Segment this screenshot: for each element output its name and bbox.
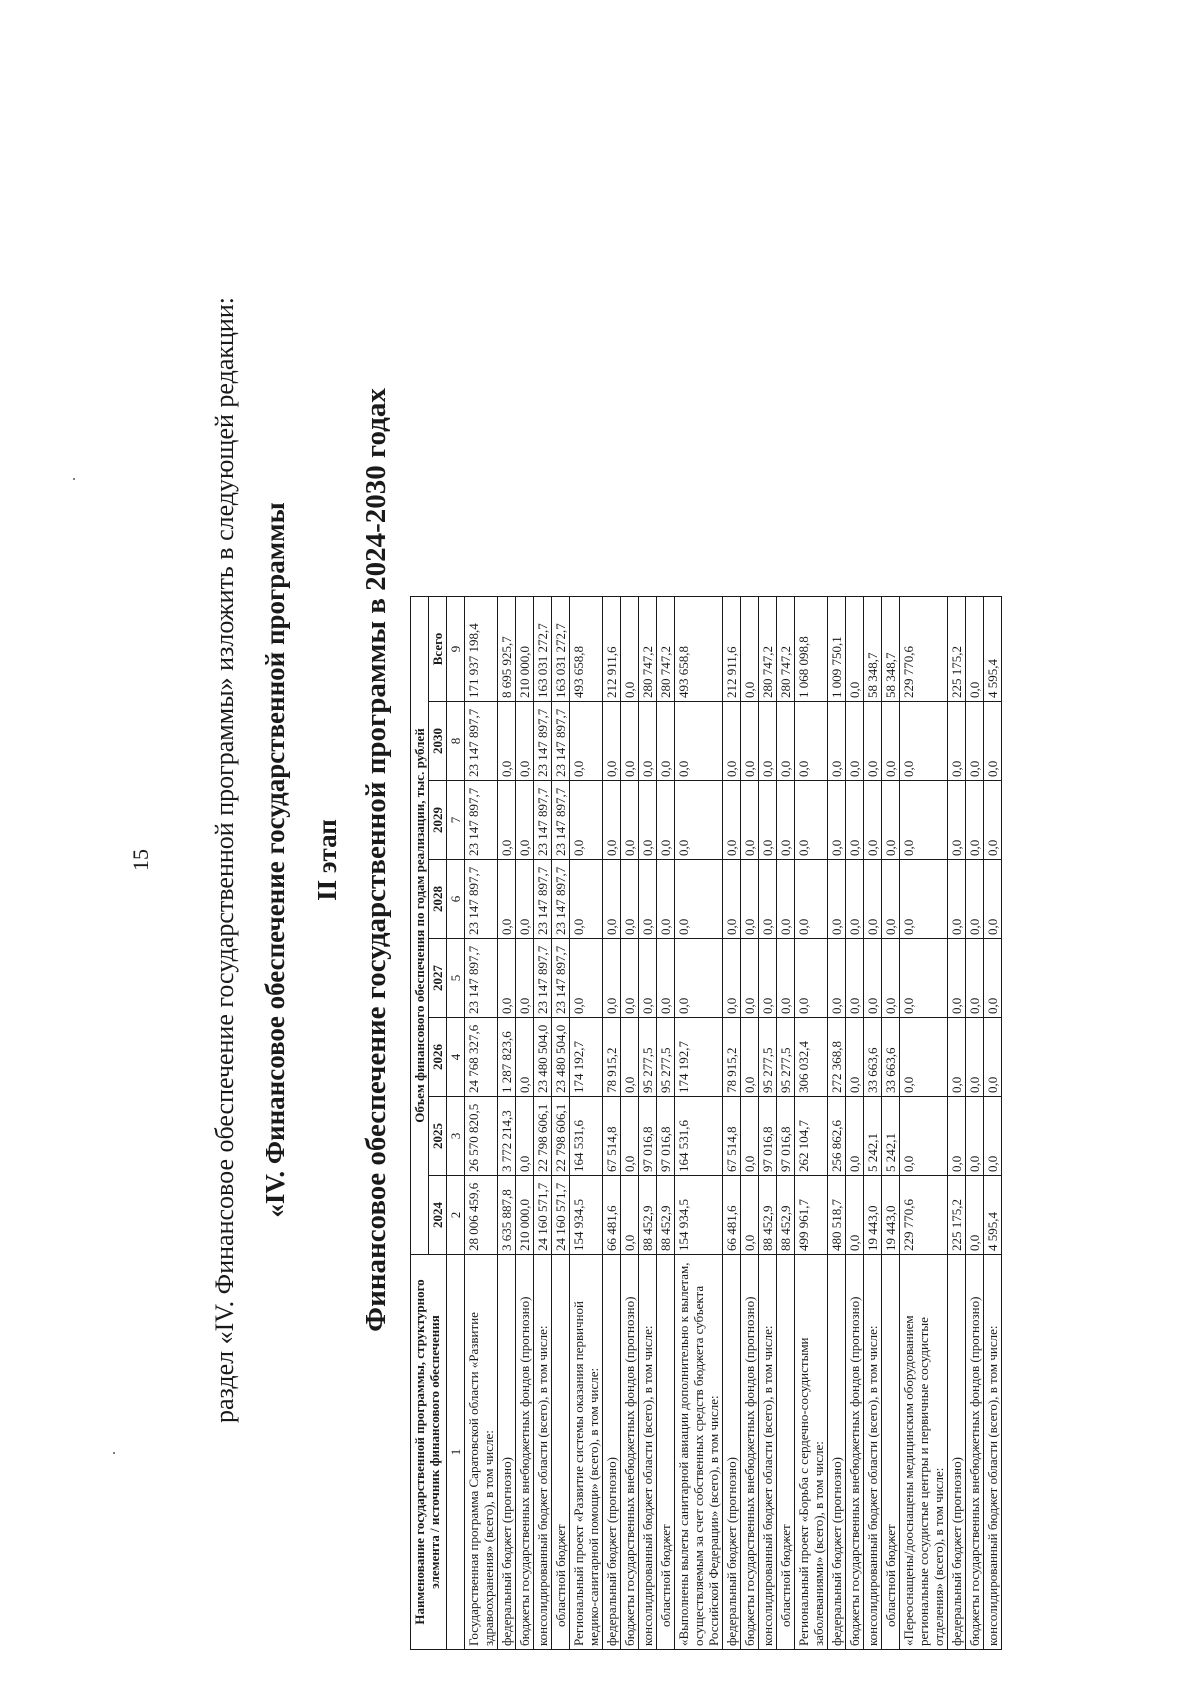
value-cell: 19 443,0 [882, 1176, 900, 1255]
value-cell: 88 452,9 [759, 1176, 777, 1255]
intro-text: раздел «IV. Финансовое обеспечение государственной программы» изложить в следующей редакции: [210, 297, 239, 1423]
value-cell: 24 160 571,7 [552, 1176, 570, 1255]
value-cell: 272 368,8 [828, 1018, 846, 1097]
table-row [723, 597, 741, 1650]
value-cell: 0,0 [621, 939, 639, 1018]
value-cell: 164 531,6 [570, 1097, 603, 1176]
value-cell: 19 443,0 [864, 1176, 882, 1255]
value-cell: 0,0 [900, 702, 948, 781]
value-cell: 0,0 [723, 860, 741, 939]
value-cell: 0,0 [657, 860, 675, 939]
value-cell: 0,0 [516, 860, 534, 939]
value-cell: 0,0 [498, 939, 516, 1018]
value-cell: 23 147 897,7 [534, 702, 552, 781]
value-cell: 67 514,8 [603, 1097, 621, 1176]
table-row [534, 597, 552, 1650]
table-row [603, 597, 621, 1650]
value-cell: 24 768 327,6 [465, 1018, 498, 1097]
value-cell: 0,0 [657, 781, 675, 860]
value-cell: 210 000,0 [516, 597, 534, 702]
value-cell: 0,0 [570, 860, 603, 939]
value-cell: 0,0 [516, 939, 534, 1018]
year-header: Всего [429, 597, 447, 702]
table-row [657, 597, 675, 1650]
table-row [864, 597, 882, 1650]
value-cell: 0,0 [759, 860, 777, 939]
value-cell: 0,0 [675, 860, 723, 939]
value-cell: 0,0 [828, 939, 846, 1018]
value-cell: 23 147 897,7 [465, 781, 498, 860]
table-title: Финансовое обеспечение государственной программы в 2024-2030 годах [360, 388, 392, 1332]
value-cell: 0,0 [795, 781, 828, 860]
value-cell: 0,0 [846, 702, 864, 781]
value-cell: 0,0 [966, 1097, 984, 1176]
value-cell: 0,0 [723, 939, 741, 1018]
stage-title: II этап [312, 819, 342, 901]
value-cell: 28 006 459,6 [465, 1176, 498, 1255]
value-cell: 0,0 [777, 860, 795, 939]
value-cell: 280 747,2 [639, 597, 657, 702]
year-header: 2025 [429, 1097, 447, 1176]
table-row [741, 597, 759, 1650]
value-cell: 88 452,9 [777, 1176, 795, 1255]
value-cell: 0,0 [657, 939, 675, 1018]
value-cell: 97 016,8 [639, 1097, 657, 1176]
value-cell: 23 147 897,7 [534, 939, 552, 1018]
table-row [552, 597, 570, 1650]
value-cell: 0,0 [516, 1097, 534, 1176]
value-cell: 0,0 [984, 781, 1002, 860]
value-cell: 0,0 [603, 860, 621, 939]
value-cell: 0,0 [864, 939, 882, 1018]
value-cell: 163 031 272,7 [534, 597, 552, 702]
value-cell: 174 192,7 [570, 1018, 603, 1097]
value-cell: 0,0 [639, 781, 657, 860]
value-cell: 0,0 [777, 702, 795, 781]
table-row [828, 597, 846, 1650]
value-cell: 0,0 [621, 781, 639, 860]
value-cell: 210 000,0 [516, 1176, 534, 1255]
value-cell: 24 160 571,7 [534, 1176, 552, 1255]
value-cell: 0,0 [741, 702, 759, 781]
row-label: областной бюджет [552, 1255, 570, 1650]
value-cell: 66 481,6 [723, 1176, 741, 1255]
value-cell: 0,0 [984, 939, 1002, 1018]
value-cell: 0,0 [741, 1176, 759, 1255]
value-cell: 23 147 897,7 [465, 939, 498, 1018]
value-cell: 23 480 504,0 [552, 1018, 570, 1097]
value-cell: 0,0 [846, 1018, 864, 1097]
table-row [900, 597, 948, 1650]
value-cell: 0,0 [966, 597, 984, 702]
value-cell: 23 147 897,7 [465, 702, 498, 781]
value-cell: 0,0 [795, 939, 828, 1018]
value-cell: 0,0 [984, 1018, 1002, 1097]
row-label: «Выполнены вылеты санитарной авиации дополнительно к вылетам, осуществляемым за счет собственных средств бюджета субъекта Российской Федерации» (всего), в том числе: [675, 1255, 723, 1650]
value-cell: 0,0 [639, 860, 657, 939]
value-cell: 0,0 [795, 860, 828, 939]
value-cell: 225 175,2 [948, 1176, 966, 1255]
value-cell: 0,0 [948, 860, 966, 939]
table-row [984, 597, 1002, 1650]
value-cell: 212 911,6 [603, 597, 621, 702]
value-cell: 1 287 823,6 [498, 1018, 516, 1097]
row-label: консолидированный бюджет области (всего), в том числе: [759, 1255, 777, 1650]
value-cell: 0,0 [900, 939, 948, 1018]
column-number: 6 [447, 860, 465, 939]
value-cell: 23 147 897,7 [465, 860, 498, 939]
value-cell: 0,0 [846, 1176, 864, 1255]
value-cell: 0,0 [723, 702, 741, 781]
year-header: 2030 [429, 702, 447, 781]
value-cell: 0,0 [657, 702, 675, 781]
value-cell: 0,0 [846, 781, 864, 860]
value-cell: 0,0 [759, 781, 777, 860]
value-cell: 33 663,6 [882, 1018, 900, 1097]
row-label: бюджеты государственных внебюджетных фондов (прогнозно) [846, 1255, 864, 1650]
value-cell: 3 772 214,3 [498, 1097, 516, 1176]
value-cell: 164 531,6 [675, 1097, 723, 1176]
value-cell: 0,0 [984, 1097, 1002, 1176]
column-number: 1 [447, 1255, 465, 1650]
row-label: федеральный бюджет (прогнозно) [828, 1255, 846, 1650]
value-cell: 0,0 [966, 860, 984, 939]
column-number: 7 [447, 781, 465, 860]
row-label: консолидированный бюджет области (всего), в том числе: [864, 1255, 882, 1650]
value-cell: 23 147 897,7 [534, 860, 552, 939]
value-cell: 0,0 [621, 597, 639, 702]
value-cell: 0,0 [966, 702, 984, 781]
row-label: Региональный проект «Борьба с сердечно-сосудистыми заболеваниями» (всего), в том числе: [795, 1255, 828, 1650]
value-cell: 0,0 [846, 597, 864, 702]
value-cell: 0,0 [741, 781, 759, 860]
value-cell: 23 147 897,7 [552, 939, 570, 1018]
value-cell: 0,0 [900, 860, 948, 939]
value-cell: 0,0 [603, 702, 621, 781]
year-header: 2028 [429, 860, 447, 939]
value-cell: 493 658,8 [570, 597, 603, 702]
value-cell: 0,0 [795, 702, 828, 781]
value-cell: 163 031 272,7 [552, 597, 570, 702]
row-label: федеральный бюджет (прогнозно) [723, 1255, 741, 1650]
value-cell: 0,0 [639, 939, 657, 1018]
value-cell: 95 277,5 [759, 1018, 777, 1097]
value-cell: 280 747,2 [777, 597, 795, 702]
value-cell: 0,0 [498, 860, 516, 939]
value-cell: 0,0 [723, 781, 741, 860]
table-row [675, 597, 723, 1650]
column-number: 3 [447, 1097, 465, 1176]
table-row [465, 597, 498, 1650]
value-cell: 0,0 [498, 702, 516, 781]
value-cell: 0,0 [741, 1018, 759, 1097]
value-cell: 4 595,4 [984, 1176, 1002, 1255]
value-cell: 1 009 750,1 [828, 597, 846, 702]
row-label: «Переоснащены/дооснащены медицинским оборудованием региональные сосудистые центры и первичные сосудистые отделения» (всего), в том числе: [900, 1255, 948, 1650]
value-cell: 225 175,2 [948, 597, 966, 702]
table-row [621, 597, 639, 1650]
value-cell: 0,0 [828, 781, 846, 860]
value-cell: 1 068 098,8 [795, 597, 828, 702]
value-cell: 23 147 897,7 [552, 702, 570, 781]
table-row [795, 597, 828, 1650]
value-cell: 0,0 [570, 702, 603, 781]
value-cell: 5 242,1 [864, 1097, 882, 1176]
value-cell: 88 452,9 [657, 1176, 675, 1255]
row-label: областной бюджет [657, 1255, 675, 1650]
value-cell: 154 934,5 [675, 1176, 723, 1255]
value-cell: 0,0 [984, 860, 1002, 939]
value-cell: 78 915,2 [723, 1018, 741, 1097]
value-cell: 0,0 [639, 702, 657, 781]
row-label: бюджеты государственных внебюджетных фондов (прогнозно) [516, 1255, 534, 1650]
table-row [759, 597, 777, 1650]
row-label: областной бюджет [882, 1255, 900, 1650]
value-cell: 58 348,7 [864, 597, 882, 702]
finance-table [410, 596, 1002, 1650]
value-cell: 95 277,5 [639, 1018, 657, 1097]
value-cell: 0,0 [675, 939, 723, 1018]
value-cell: 0,0 [846, 1097, 864, 1176]
column-number: 4 [447, 1018, 465, 1097]
value-cell: 22 798 606,1 [534, 1097, 552, 1176]
value-cell: 78 915,2 [603, 1018, 621, 1097]
year-header: 2024 [429, 1176, 447, 1255]
value-cell: 0,0 [777, 781, 795, 860]
value-cell: 0,0 [864, 702, 882, 781]
row-label: бюджеты государственных внебюджетных фондов (прогнозно) [621, 1255, 639, 1650]
value-cell: 23 147 897,7 [552, 860, 570, 939]
value-cell: 95 277,5 [657, 1018, 675, 1097]
document-page [20, 40, 1000, 1680]
value-cell: 97 016,8 [759, 1097, 777, 1176]
value-cell: 0,0 [621, 1176, 639, 1255]
table-row [516, 597, 534, 1650]
value-cell: 97 016,8 [777, 1097, 795, 1176]
value-cell: 0,0 [966, 1018, 984, 1097]
value-cell: 0,0 [759, 939, 777, 1018]
year-header: 2027 [429, 939, 447, 1018]
value-cell: 480 518,7 [828, 1176, 846, 1255]
value-cell: 0,0 [828, 860, 846, 939]
value-cell: 0,0 [741, 860, 759, 939]
value-cell: 229 770,6 [900, 1176, 948, 1255]
value-cell: 0,0 [846, 939, 864, 1018]
value-cell: 0,0 [570, 939, 603, 1018]
column-number: 9 [447, 597, 465, 702]
value-cell: 0,0 [846, 860, 864, 939]
value-cell: 4 595,4 [984, 597, 1002, 702]
value-cell: 95 277,5 [777, 1018, 795, 1097]
value-cell: 0,0 [603, 939, 621, 1018]
value-cell: 0,0 [603, 781, 621, 860]
value-cell: 0,0 [966, 939, 984, 1018]
table-row [966, 597, 984, 1650]
value-cell: 0,0 [984, 702, 1002, 781]
value-cell: 0,0 [966, 781, 984, 860]
value-cell: 306 032,4 [795, 1018, 828, 1097]
value-cell: 0,0 [948, 781, 966, 860]
value-cell: 0,0 [621, 702, 639, 781]
value-cell: 0,0 [675, 781, 723, 860]
value-cell: 0,0 [498, 781, 516, 860]
section-title: «IV. Финансовое обеспечение государственной программы [260, 502, 290, 1218]
value-cell: 26 570 820,5 [465, 1097, 498, 1176]
table-row [639, 597, 657, 1650]
value-cell: 0,0 [900, 1097, 948, 1176]
value-cell: 0,0 [948, 702, 966, 781]
value-cell: 0,0 [948, 1097, 966, 1176]
value-cell: 0,0 [882, 939, 900, 1018]
value-cell: 280 747,2 [759, 597, 777, 702]
value-cell: 3 635 887,8 [498, 1176, 516, 1255]
row-label: Государственная программа Саратовской области «Развитие здравоохранения» (всего), в том числе: [465, 1255, 498, 1650]
column-number: 2 [447, 1176, 465, 1255]
value-cell: 0,0 [516, 1018, 534, 1097]
value-cell: 0,0 [882, 860, 900, 939]
value-cell: 0,0 [828, 702, 846, 781]
value-cell: 171 937 198,4 [465, 597, 498, 702]
value-cell: 0,0 [948, 939, 966, 1018]
column-number: 8 [447, 702, 465, 781]
value-cell: 0,0 [948, 1018, 966, 1097]
value-cell: 0,0 [741, 1097, 759, 1176]
value-cell: 23 480 504,0 [534, 1018, 552, 1097]
row-label: федеральный бюджет (прогнозно) [498, 1255, 516, 1650]
value-cell: 0,0 [675, 702, 723, 781]
value-cell: 22 798 606,1 [552, 1097, 570, 1176]
column-number: 5 [447, 939, 465, 1018]
row-label: бюджеты государственных внебюджетных фондов (прогнозно) [741, 1255, 759, 1650]
table-row [570, 597, 603, 1650]
table-row [777, 597, 795, 1650]
table-row [882, 597, 900, 1650]
value-cell: 23 147 897,7 [552, 781, 570, 860]
value-cell: 0,0 [900, 781, 948, 860]
value-cell: 280 747,2 [657, 597, 675, 702]
table-row [948, 597, 966, 1650]
year-header: 2029 [429, 781, 447, 860]
value-cell: 58 348,7 [882, 597, 900, 702]
value-cell: 5 242,1 [882, 1097, 900, 1176]
row-label: консолидированный бюджет области (всего), в том числе: [639, 1255, 657, 1650]
value-cell: 0,0 [516, 781, 534, 860]
value-cell: 67 514,8 [723, 1097, 741, 1176]
row-label: бюджеты государственных внебюджетных фондов (прогнозно) [966, 1255, 984, 1650]
year-header: 2026 [429, 1018, 447, 1097]
value-cell: 0,0 [864, 781, 882, 860]
value-cell: 154 934,5 [570, 1176, 603, 1255]
value-cell: 0,0 [966, 1176, 984, 1255]
value-cell: 66 481,6 [603, 1176, 621, 1255]
value-cell: 97 016,8 [657, 1097, 675, 1176]
table-row [846, 597, 864, 1650]
value-cell: 0,0 [759, 702, 777, 781]
value-cell: 0,0 [882, 781, 900, 860]
row-label: Региональный проект «Развитие системы оказания первичной медико-санитарной помощи» (всего), в том числе: [570, 1255, 603, 1650]
row-label: областной бюджет [777, 1255, 795, 1650]
value-cell: 8 695 925,7 [498, 597, 516, 702]
column-group-header: Объем финансового обеспечения по годам реализации, тыс. рублей [411, 597, 429, 1255]
table-row [498, 597, 516, 1650]
value-cell: 0,0 [882, 702, 900, 781]
value-cell: 0,0 [777, 939, 795, 1018]
value-cell: 0,0 [864, 860, 882, 939]
row-label: консолидированный бюджет области (всего), в том числе: [984, 1255, 1002, 1650]
value-cell: 256 862,6 [828, 1097, 846, 1176]
value-cell: 0,0 [900, 1018, 948, 1097]
value-cell: 0,0 [621, 1097, 639, 1176]
row-label: федеральный бюджет (прогнозно) [603, 1255, 621, 1650]
value-cell: 0,0 [516, 702, 534, 781]
value-cell: 0,0 [621, 1018, 639, 1097]
value-cell: 23 147 897,7 [534, 781, 552, 860]
value-cell: 0,0 [621, 860, 639, 939]
page-number: 15 [128, 849, 153, 871]
value-cell: 499 961,7 [795, 1176, 828, 1255]
row-label: федеральный бюджет (прогнозно) [948, 1255, 966, 1650]
value-cell: 262 104,7 [795, 1097, 828, 1176]
value-cell: 0,0 [741, 939, 759, 1018]
row-label: консолидированный бюджет области (всего), в том числе: [534, 1255, 552, 1650]
value-cell: 0,0 [741, 597, 759, 702]
value-cell: 229 770,6 [900, 597, 948, 702]
value-cell: 174 192,7 [675, 1018, 723, 1097]
value-cell: 88 452,9 [639, 1176, 657, 1255]
column-header-name: Наименование государственной программы, структурного элемента / источник финансового обеспечения [411, 1255, 447, 1650]
value-cell: 0,0 [570, 781, 603, 860]
value-cell: 33 663,6 [864, 1018, 882, 1097]
value-cell: 493 658,8 [675, 597, 723, 702]
value-cell: 212 911,6 [723, 597, 741, 702]
